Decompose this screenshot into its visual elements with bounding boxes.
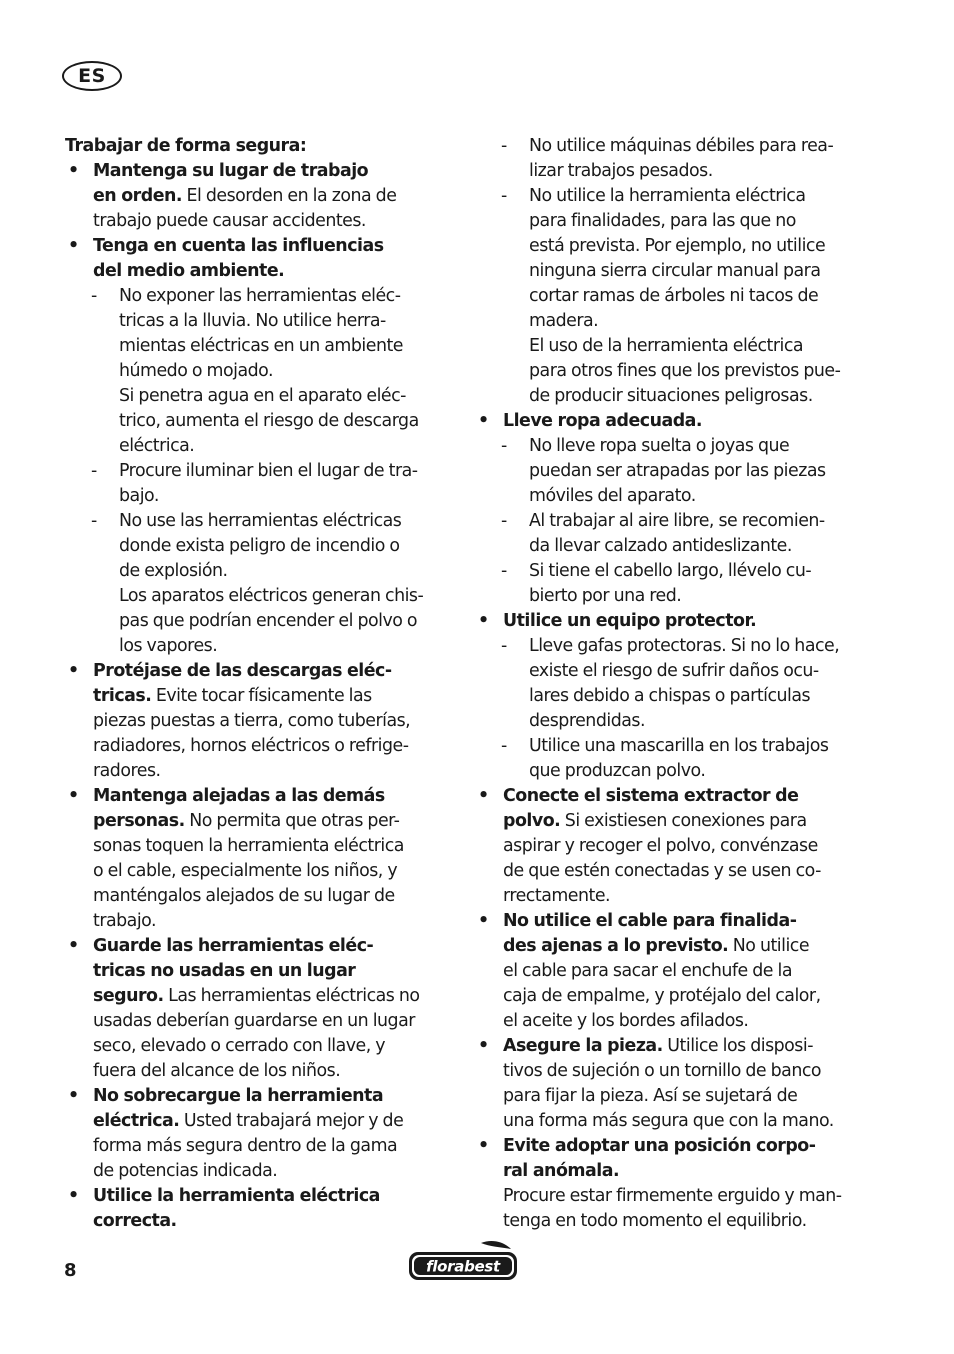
line-text: lizar trabajos pesados.: [529, 161, 713, 181]
dash-item-continuation: [65, 634, 450, 659]
line-text: No use las herramientas eléctricas: [119, 511, 402, 531]
bullet-item-continuation: [65, 834, 450, 859]
bullet-item-line: [475, 609, 870, 634]
line-text: No exponer las herramientas eléc-: [119, 286, 401, 306]
bullet-item-continuation: [65, 759, 450, 784]
bullet-item-continuation: [475, 1109, 870, 1134]
bold-text: No utilice el cable para finalida-: [503, 911, 797, 931]
bullet-item-continuation: [475, 1009, 870, 1034]
body-text: tenga en todo momento el equilibrio.: [503, 1211, 807, 1231]
body-text: usadas deberían guardarse en un lugar: [93, 1011, 415, 1031]
body-text: Procure estar firmemente erguido y man-: [503, 1186, 842, 1206]
line-text: El uso de la herramienta eléctrica: [529, 336, 804, 356]
bold-text: Mantenga alejadas a las demás: [93, 786, 385, 806]
bullet-item-line: [65, 784, 450, 809]
bullet-item-continuation: [65, 1134, 450, 1159]
bullet-item-continuation: [475, 1084, 870, 1109]
line-text: Si tiene el cabello largo, llévelo cu-: [529, 561, 812, 581]
dash-item-continuation: [475, 234, 870, 259]
bullet-item-line: [65, 1084, 450, 1109]
right-column: [475, 134, 870, 1234]
dash-item-line: [65, 284, 450, 309]
line-text: desprendidas.: [529, 711, 645, 731]
bullet-item-line: [475, 409, 870, 434]
bullet-item-continuation: [475, 1159, 870, 1184]
body-text: sonas toquen la herramienta eléctrica: [93, 836, 404, 856]
bullet-item-line: [475, 784, 870, 809]
bullet-item-line: [475, 1134, 870, 1159]
heading-text: Trabajar de forma segura:: [65, 136, 307, 156]
bold-text: Tenga en cuenta las influencias: [93, 236, 384, 256]
line-text: bierto por una red.: [529, 586, 682, 606]
line-text: puedan ser atrapadas por las piezas: [529, 461, 826, 481]
dash-item-continuation: [65, 434, 450, 459]
bullet-item-line: [475, 1034, 870, 1059]
body-text: radiadores, hornos eléctricos o refrige-: [93, 736, 409, 756]
bullet-item-continuation: [65, 709, 450, 734]
line-text: madera.: [529, 311, 599, 331]
dash-item-continuation: [475, 359, 870, 384]
bullet-item-line: [65, 934, 450, 959]
body-text: tivos de sujeción o un tornillo de banco: [503, 1061, 822, 1081]
body-text: seco, elevado o cerrado con llave, y: [93, 1036, 386, 1056]
line-text: eléctrica.: [119, 436, 195, 456]
bold-text: Utilice la herramienta eléctrica: [93, 1186, 380, 1206]
body-text: Si existiesen conexiones para: [560, 811, 807, 831]
body-text: el aceite y los bordes afilados.: [503, 1011, 749, 1031]
line-text: mientas eléctricas en un ambiente: [119, 336, 403, 356]
bullet-item-continuation: [475, 984, 870, 1009]
bold-text: Lleve ropa adecuada.: [503, 411, 702, 431]
bold-text: correcta.: [93, 1211, 177, 1231]
bullet-item-continuation: [475, 1184, 870, 1209]
bold-text: en orden.: [93, 186, 182, 206]
bullet-item-line: [65, 159, 450, 184]
dash-item-continuation: [475, 334, 870, 359]
bullet-item-line: [65, 1184, 450, 1209]
dash-item-line: [475, 559, 870, 584]
body-text: caja de empalme, y protéjalo del calor,: [503, 986, 821, 1006]
bold-text: tricas no usadas en un lugar: [93, 961, 356, 981]
bullet-item-continuation: [475, 859, 870, 884]
body-text: Usted trabajará mejor y de: [179, 1111, 404, 1131]
bullet-item-continuation: [65, 259, 450, 284]
bold-text: Conecte el sistema extractor de: [503, 786, 799, 806]
bullet-item-continuation: [65, 209, 450, 234]
bullet-item-continuation: [65, 1009, 450, 1034]
line-text: húmedo o mojado.: [119, 361, 274, 381]
line-text: Al trabajar al aire libre, se recomien-: [529, 511, 825, 531]
line-text: que produzcan polvo.: [529, 761, 706, 781]
body-text: o el cable, especialmente los niños, y: [93, 861, 398, 881]
bold-text: ral anómala.: [503, 1161, 620, 1181]
bullet-item-continuation: [475, 959, 870, 984]
body-text: El desorden en la zona de: [181, 186, 397, 206]
bullet-item-continuation: [65, 959, 450, 984]
dash-item-line: [65, 509, 450, 534]
bullet-item-continuation: [65, 859, 450, 884]
dash-item-continuation: [475, 659, 870, 684]
body-text: Evite tocar físicamente las: [151, 686, 372, 706]
line-text: está prevista. Por ejemplo, no utilice: [529, 236, 826, 256]
line-text: de explosión.: [119, 561, 228, 581]
language-code: ES: [78, 65, 106, 87]
dash-item-continuation: [65, 534, 450, 559]
dash-item-continuation: [475, 209, 870, 234]
bullet-item-continuation: [475, 884, 870, 909]
bold-text: eléctrica.: [93, 1111, 180, 1131]
florabest-logo: [407, 1240, 519, 1282]
line-text: bajo.: [119, 486, 159, 506]
dash-item-continuation: [65, 359, 450, 384]
dash-item-continuation: [475, 484, 870, 509]
line-text: para finalidades, para las que no: [529, 211, 796, 231]
bold-text: tricas.: [93, 686, 152, 706]
bullet-item-line: [65, 234, 450, 259]
dash-item-continuation: [475, 584, 870, 609]
dash-item-continuation: [475, 384, 870, 409]
bullet-item-continuation: [65, 184, 450, 209]
body-text: radores.: [93, 761, 161, 781]
bullet-item-continuation: [65, 734, 450, 759]
bold-text: Utilice un equipo protector.: [503, 611, 757, 631]
language-badge: [62, 61, 122, 91]
dash-item-continuation: [65, 584, 450, 609]
body-text: fuera del alcance de los niños.: [93, 1061, 341, 1081]
line-text: No utilice máquinas débiles para rea-: [529, 136, 834, 156]
line-text: lares debido a chispas o partículas: [529, 686, 811, 706]
body-text: el cable para sacar el enchufe de la: [503, 961, 793, 981]
bullet-item-continuation: [65, 1034, 450, 1059]
bullet-item-continuation: [65, 1059, 450, 1084]
line-text: da llevar calzado antideslizante.: [529, 536, 792, 556]
bullet-item-continuation: [475, 1059, 870, 1084]
line-text: de producir situaciones peligrosas.: [529, 386, 813, 406]
bullet-item-continuation: [65, 984, 450, 1009]
dash-item-continuation: [475, 684, 870, 709]
line-text: tricas a la lluvia. No utilice herra-: [119, 311, 386, 331]
page-number: 8: [64, 1260, 77, 1281]
line-text: para otros fines que los previstos pue-: [529, 361, 841, 381]
body-text: de que estén conectadas y se usen co-: [503, 861, 821, 881]
bullet-item-continuation: [475, 809, 870, 834]
bullet-item-continuation: [475, 1209, 870, 1234]
bold-text: No sobrecargue la herramienta: [93, 1086, 384, 1106]
dash-item-line: [475, 434, 870, 459]
line-text: Procure iluminar bien el lugar de tra-: [119, 461, 418, 481]
bullet-item-continuation: [65, 1109, 450, 1134]
line-text: ninguna sierra circular manual para: [529, 261, 821, 281]
body-text: piezas puestas a tierra, como tuberías,: [93, 711, 411, 731]
bullet-item-line: [65, 659, 450, 684]
body-text: trabajo puede causar accidentes.: [93, 211, 366, 231]
dash-item-continuation: [65, 559, 450, 584]
dash-item-continuation: [475, 759, 870, 784]
dash-item-line: [475, 634, 870, 659]
body-text: forma más segura dentro de la gama: [93, 1136, 398, 1156]
body-text: Utilice los disposi-: [662, 1036, 813, 1056]
body-text: aspirar y recoger el polvo, convénzase: [503, 836, 818, 856]
bullet-item-continuation: [475, 834, 870, 859]
dash-item-continuation: [65, 334, 450, 359]
dash-item-continuation: [65, 609, 450, 634]
line-text: trico, aumenta el riesgo de descarga: [119, 411, 419, 431]
bold-text: Protéjase de las descargas eléc-: [93, 661, 392, 681]
line-text: Utilice una mascarilla en los trabajos: [529, 736, 829, 756]
dash-item-continuation: [475, 309, 870, 334]
body-text: una forma más segura que con la mano.: [503, 1111, 834, 1131]
svg-text:florabest: florabest: [426, 1257, 500, 1276]
bullet-item-continuation: [65, 1209, 450, 1234]
dash-item-continuation: [475, 459, 870, 484]
dash-item-continuation: [475, 159, 870, 184]
dash-item-line: [475, 509, 870, 534]
body-text: No permita que otras per-: [184, 811, 400, 831]
dash-item-continuation: [475, 534, 870, 559]
dash-item-continuation: [475, 259, 870, 284]
body-text: Las herramientas eléctricas no: [163, 986, 420, 1006]
body-text: rrectamente.: [503, 886, 611, 906]
line-text: donde exista peligro de incendio o: [119, 536, 400, 556]
line-text: Si penetra agua en el aparato eléc-: [119, 386, 406, 406]
bold-text: Mantenga su lugar de trabajo: [93, 161, 369, 181]
dash-item-line: [475, 184, 870, 209]
body-text: de potencias indicada.: [93, 1161, 278, 1181]
dash-item-continuation: [65, 309, 450, 334]
line-text: Lleve gafas protectoras. Si no lo hace,: [529, 636, 840, 656]
dash-item-continuation: [475, 284, 870, 309]
bullet-item-continuation: [65, 909, 450, 934]
body-text: manténgalos alejados de su lugar de: [93, 886, 395, 906]
section-heading: [65, 134, 450, 159]
bullet-item-continuation: [65, 1159, 450, 1184]
line-text: existe el riesgo de sufrir daños ocu-: [529, 661, 819, 681]
line-text: los vapores.: [119, 636, 218, 656]
line-text: móviles del aparato.: [529, 486, 696, 506]
body-text: para fijar la pieza. Así se sujetará de: [503, 1086, 798, 1106]
left-column: [65, 134, 450, 1234]
dash-item-line: [475, 734, 870, 759]
line-text: cortar ramas de árboles ni tacos de: [529, 286, 819, 306]
bullet-item-line: [475, 909, 870, 934]
bullet-item-continuation: [65, 884, 450, 909]
bullet-item-continuation: [475, 934, 870, 959]
bold-text: des ajenas a lo previsto.: [503, 936, 729, 956]
body-text: No utilice: [728, 936, 810, 956]
dash-item-continuation: [475, 709, 870, 734]
dash-item-continuation: [65, 384, 450, 409]
line-text: pas que podrían encender el polvo o: [119, 611, 418, 631]
bullet-item-continuation: [65, 684, 450, 709]
bullet-item-continuation: [65, 809, 450, 834]
bold-text: personas.: [93, 811, 185, 831]
line-text: No utilice la herramienta eléctrica: [529, 186, 806, 206]
line-text: Los aparatos eléctricos generan chis-: [119, 586, 424, 606]
bold-text: polvo.: [503, 811, 561, 831]
bold-text: Guarde las herramientas eléc-: [93, 936, 374, 956]
bold-text: Evite adoptar una posición corpo-: [503, 1136, 816, 1156]
dash-item-line: [475, 134, 870, 159]
dash-item-continuation: [65, 409, 450, 434]
bold-text: Asegure la pieza.: [503, 1036, 663, 1056]
dash-item-continuation: [65, 484, 450, 509]
line-text: No lleve ropa suelta o joyas que: [529, 436, 790, 456]
bold-text: del medio ambiente.: [93, 261, 285, 281]
dash-item-line: [65, 459, 450, 484]
body-text: trabajo.: [93, 911, 157, 931]
bold-text: seguro.: [93, 986, 164, 1006]
